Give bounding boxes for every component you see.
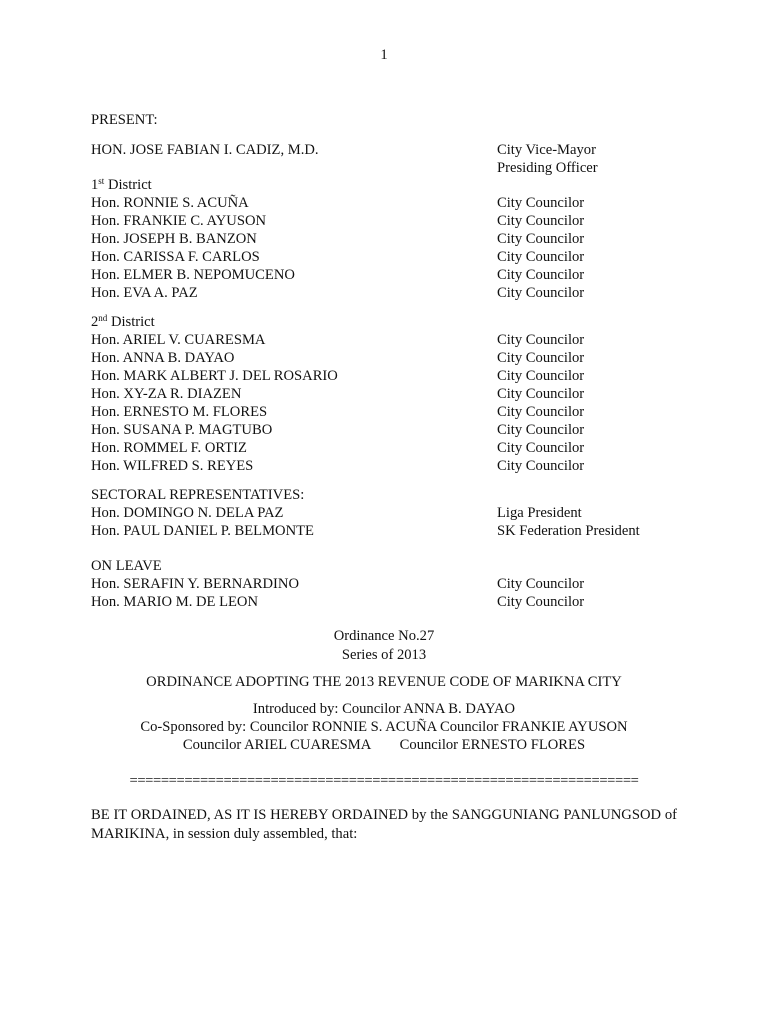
member-row bbox=[91, 575, 691, 593]
member-name: Hon. ROMMEL F. ORTIZ bbox=[91, 440, 247, 456]
member-role: City Councilor bbox=[497, 368, 585, 384]
member-row bbox=[91, 331, 691, 349]
member-row bbox=[91, 284, 691, 302]
sectoral-label: SECTORAL REPRESENTATIVES: bbox=[91, 487, 305, 503]
member-row bbox=[91, 457, 691, 475]
member-name: Hon. SUSANA P. MAGTUBO bbox=[91, 422, 273, 438]
member-row bbox=[91, 504, 691, 522]
member-role: Liga President bbox=[497, 505, 582, 521]
presiding-row-2 bbox=[91, 159, 691, 177]
member-row bbox=[91, 367, 691, 385]
presiding-role: City Vice-Mayor bbox=[497, 142, 596, 158]
member-name: Hon. WILFRED S. REYES bbox=[91, 458, 254, 474]
ordinance-series: Series of 2013 bbox=[341, 647, 427, 663]
district-2-heading bbox=[91, 313, 691, 331]
member-name: Hon. MARIO M. DE LEON bbox=[91, 594, 259, 610]
member-name: Hon. PAUL DANIEL P. BELMONTE bbox=[91, 523, 314, 539]
member-row bbox=[91, 194, 691, 212]
member-role: City Councilor bbox=[497, 350, 585, 366]
member-name: Hon. DOMINGO N. DELA PAZ bbox=[91, 505, 284, 521]
district-2-suffix: nd bbox=[98, 313, 108, 323]
ordinance-number: Ordinance No.27 bbox=[333, 628, 435, 644]
member-row bbox=[91, 385, 691, 403]
member-name: Hon. RONNIE S. ACUÑA bbox=[91, 195, 249, 211]
district-1-list bbox=[91, 194, 691, 302]
member-role: City Councilor bbox=[497, 386, 585, 402]
district-1-section bbox=[91, 176, 691, 302]
cosponsored-line-1: Co-Sponsored by: Councilor RONNIE S. ACUÑA Councilor FRANKIE AYUSON bbox=[140, 719, 628, 735]
member-row bbox=[91, 439, 691, 457]
member-name: Hon. EVA A. PAZ bbox=[91, 285, 198, 301]
district-1-label: District bbox=[104, 177, 152, 193]
presiding-row bbox=[91, 141, 691, 159]
member-role: City Councilor bbox=[497, 195, 585, 211]
page-number: 1 bbox=[380, 47, 388, 63]
district-1-suffix: st bbox=[98, 176, 105, 186]
district-2-list bbox=[91, 331, 691, 475]
member-name: Hon. CARISSA F. CARLOS bbox=[91, 249, 260, 265]
cosponsored-line-2: Councilor ARIEL CUARESMA Councilor ERNESTO FLORES bbox=[182, 737, 586, 753]
member-role: City Councilor bbox=[497, 285, 585, 301]
district-1-heading bbox=[91, 176, 691, 194]
member-row bbox=[91, 230, 691, 248]
member-role: City Councilor bbox=[497, 458, 585, 474]
member-row bbox=[91, 522, 691, 540]
section-divider: ================================================================= bbox=[129, 773, 639, 789]
presiding-name: HON. JOSE FABIAN I. CADIZ, M.D. bbox=[91, 142, 319, 158]
member-name: Hon. ANNA B. DAYAO bbox=[91, 350, 235, 366]
on-leave-label: ON LEAVE bbox=[91, 558, 162, 574]
member-name: Hon. FRANKIE C. AYUSON bbox=[91, 213, 267, 229]
member-role: City Councilor bbox=[497, 267, 585, 283]
member-row bbox=[91, 349, 691, 367]
member-name: Hon. ARIEL V. CUARESMA bbox=[91, 332, 266, 348]
member-row bbox=[91, 421, 691, 439]
member-role: City Councilor bbox=[497, 231, 585, 247]
on-leave-list bbox=[91, 575, 691, 611]
district-2-label: District bbox=[107, 314, 155, 330]
present-label: PRESENT: bbox=[91, 112, 158, 128]
sectoral-section bbox=[91, 486, 691, 540]
district-1-number: 1 bbox=[91, 177, 99, 193]
member-role: City Councilor bbox=[497, 213, 585, 229]
member-row bbox=[91, 403, 691, 421]
presiding-role-2: Presiding Officer bbox=[497, 160, 598, 176]
member-name: Hon. SERAFIN Y. BERNARDINO bbox=[91, 576, 299, 592]
member-row bbox=[91, 593, 691, 611]
member-role: City Councilor bbox=[497, 249, 585, 265]
member-name: Hon. ERNESTO M. FLORES bbox=[91, 404, 268, 420]
member-row bbox=[91, 248, 691, 266]
district-2-section bbox=[91, 313, 691, 475]
member-name: Hon. MARK ALBERT J. DEL ROSARIO bbox=[91, 368, 338, 384]
member-row bbox=[91, 212, 691, 230]
presiding-section bbox=[91, 141, 691, 177]
introduced-by: Introduced by: Councilor ANNA B. DAYAO bbox=[252, 701, 516, 717]
member-role: City Councilor bbox=[497, 440, 585, 456]
ordinance-title: ORDINANCE ADOPTING THE 2013 REVENUE CODE OF MARIKNA CITY bbox=[146, 674, 622, 690]
member-name: Hon. XY-ZA R. DIAZEN bbox=[91, 386, 242, 402]
enacting-clause: BE IT ORDAINED, AS IT IS HEREBY ORDAINED by the SANGGUNIANG PANLUNGSOD of MARIKINA, in session duly assembled, that: bbox=[91, 807, 677, 842]
member-role: City Councilor bbox=[497, 576, 585, 592]
member-role: City Councilor bbox=[497, 422, 585, 438]
member-name: Hon. JOSEPH B. BANZON bbox=[91, 231, 257, 247]
member-role: City Councilor bbox=[497, 332, 585, 348]
sectoral-list bbox=[91, 504, 691, 540]
district-2-number: 2 bbox=[91, 314, 99, 330]
present-section bbox=[91, 111, 691, 129]
member-role: SK Federation President bbox=[497, 523, 640, 539]
on-leave-section bbox=[91, 557, 691, 611]
member-row bbox=[91, 266, 691, 284]
member-name: Hon. ELMER B. NEPOMUCENO bbox=[91, 267, 295, 283]
member-role: City Councilor bbox=[497, 404, 585, 420]
member-role: City Councilor bbox=[497, 594, 585, 610]
